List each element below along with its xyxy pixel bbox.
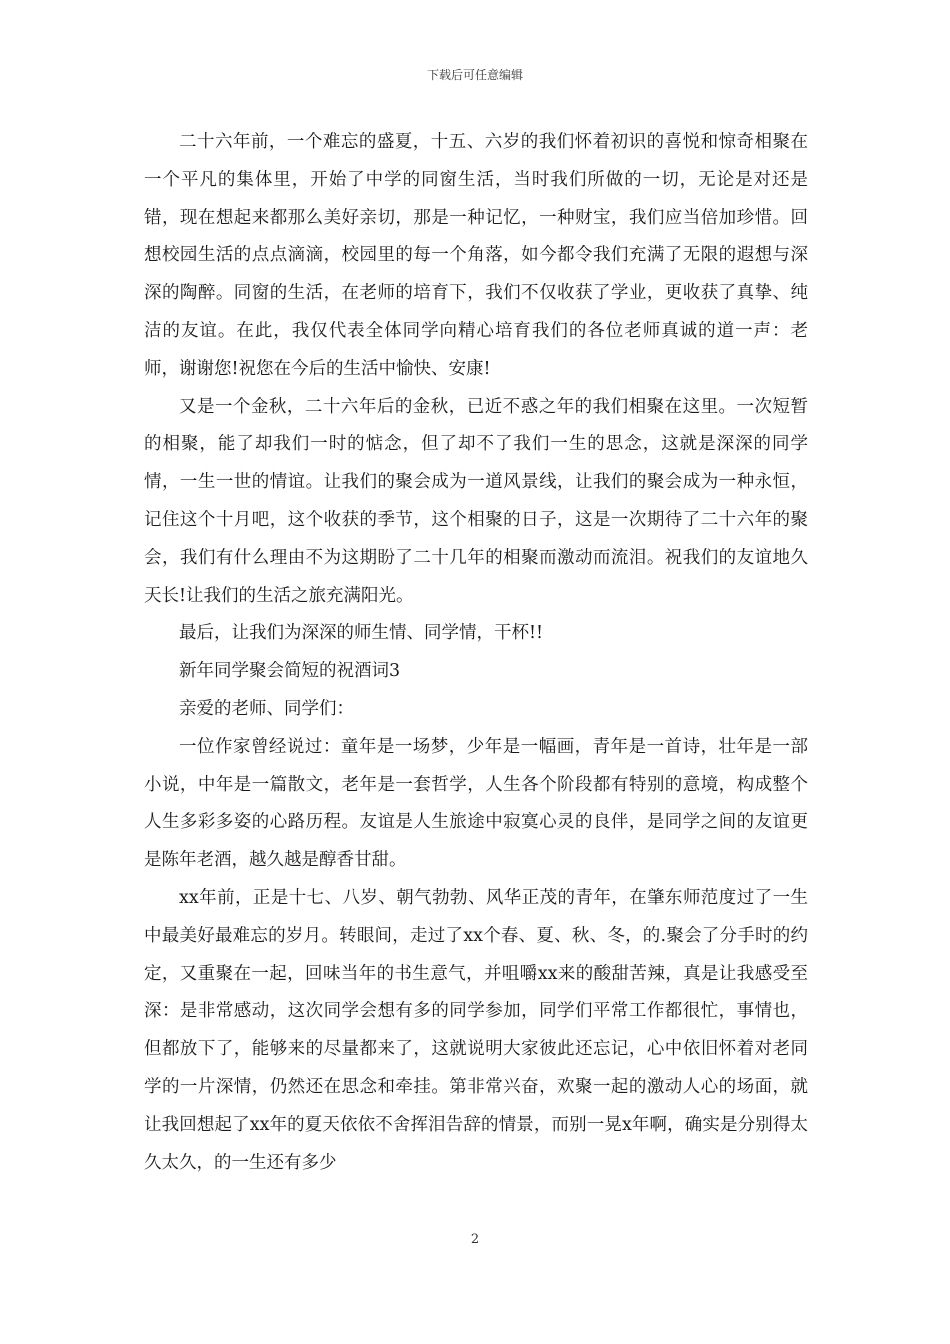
paragraph-5: xx年前，正是十七、八岁、朝气勃勃、风华正茂的青年，在肇东师范度过了一生中最美好最难忘的岁月。转眼间，走过了xx个春、夏、秋、冬，的.聚会了分手时的约定，又重聚在一起，回味当年的书生意气，并咀嚼xx来的酸甜苦辣，真是让我感受至深：是非常感动，这次同学会想有多的同学参加，同学们平常工作都很忙，事情也，但都放下了，能够来的尽量都来了，这就说明大家彼此还忘记，心中依旧怀着对老同学的一片深情，仍然还在思念和牵挂。第非常兴奋，欢聚一起的激动人心的场面，就让我回想起了xx年的夏天依依不舍挥泪告辞的情景，而别一晃x年啊，确实是分别得太久太久，的一生还有多少 bbox=[144, 887, 808, 1173]
paragraph-3: 最后，让我们为深深的师生情、同学情，干杯!! bbox=[179, 623, 544, 644]
salutation: 亲爱的老师、同学们： bbox=[179, 698, 354, 719]
paragraph-2: 又是一个金秋，二十六年后的金秋，已近不惑之年的我们相聚在这里。一次短暂的相聚，能了却我们一时的惦念，但了却不了我们一生的思念，这就是深深的同学情，一生一世的情谊。让我们的聚会成为一道风景线，让我们的聚会成为一种永恒，记住这个十月吧，这个收获的季节，这个相聚的日子，这是一次期待了二十六年的聚会，我们有什么理由不为这期盼了二十几年的相聚而激动而流泪。祝我们的友谊地久天长!让我们的生活之旅充满阳光。 bbox=[144, 396, 808, 606]
page-header-note: 下载后可任意编辑 bbox=[426, 68, 523, 82]
page-number: 2 bbox=[470, 1232, 480, 1247]
section-title: 新年同学聚会简短的祝酒词3 bbox=[179, 661, 401, 682]
paragraph-4: 一位作家曾经说过：童年是一场梦，少年是一幅画，青年是一首诗，壮年是一部小说，中年是一篇散文，老年是一套哲学，人生各个阶段都有特别的意境，构成整个人生多彩多姿的心路历程。友谊是人生旅途中寂寞心灵的良伴，是同学之间的友谊更是陈年老酒，越久越是醇香甘甜。 bbox=[144, 736, 808, 871]
paragraph-1: 二十六年前，一个难忘的盛夏，十五、六岁的我们怀着初识的喜悦和惊奇相聚在一个平凡的集体里，开始了中学的同窗生活，当时我们所做的一切，无论是对还是错，现在想起来都那么美好亲切，那是一种记忆，一种财宝，我们应当倍加珍惜。回想校园生活的点点滴滴，校园里的每一个角落，如今都令我们充满了无限的遐想与深深的陶醉。同窗的生活，在老师的培育下，我们不仅收获了学业，更收获了真挚、纯洁的友谊。在此，我仅代表全体同学向精心培育我们的各位老师真诚的道一声：老师，谢谢您!祝您在今后的生活中愉快、安康! bbox=[144, 132, 808, 379]
document-body bbox=[144, 124, 808, 1182]
